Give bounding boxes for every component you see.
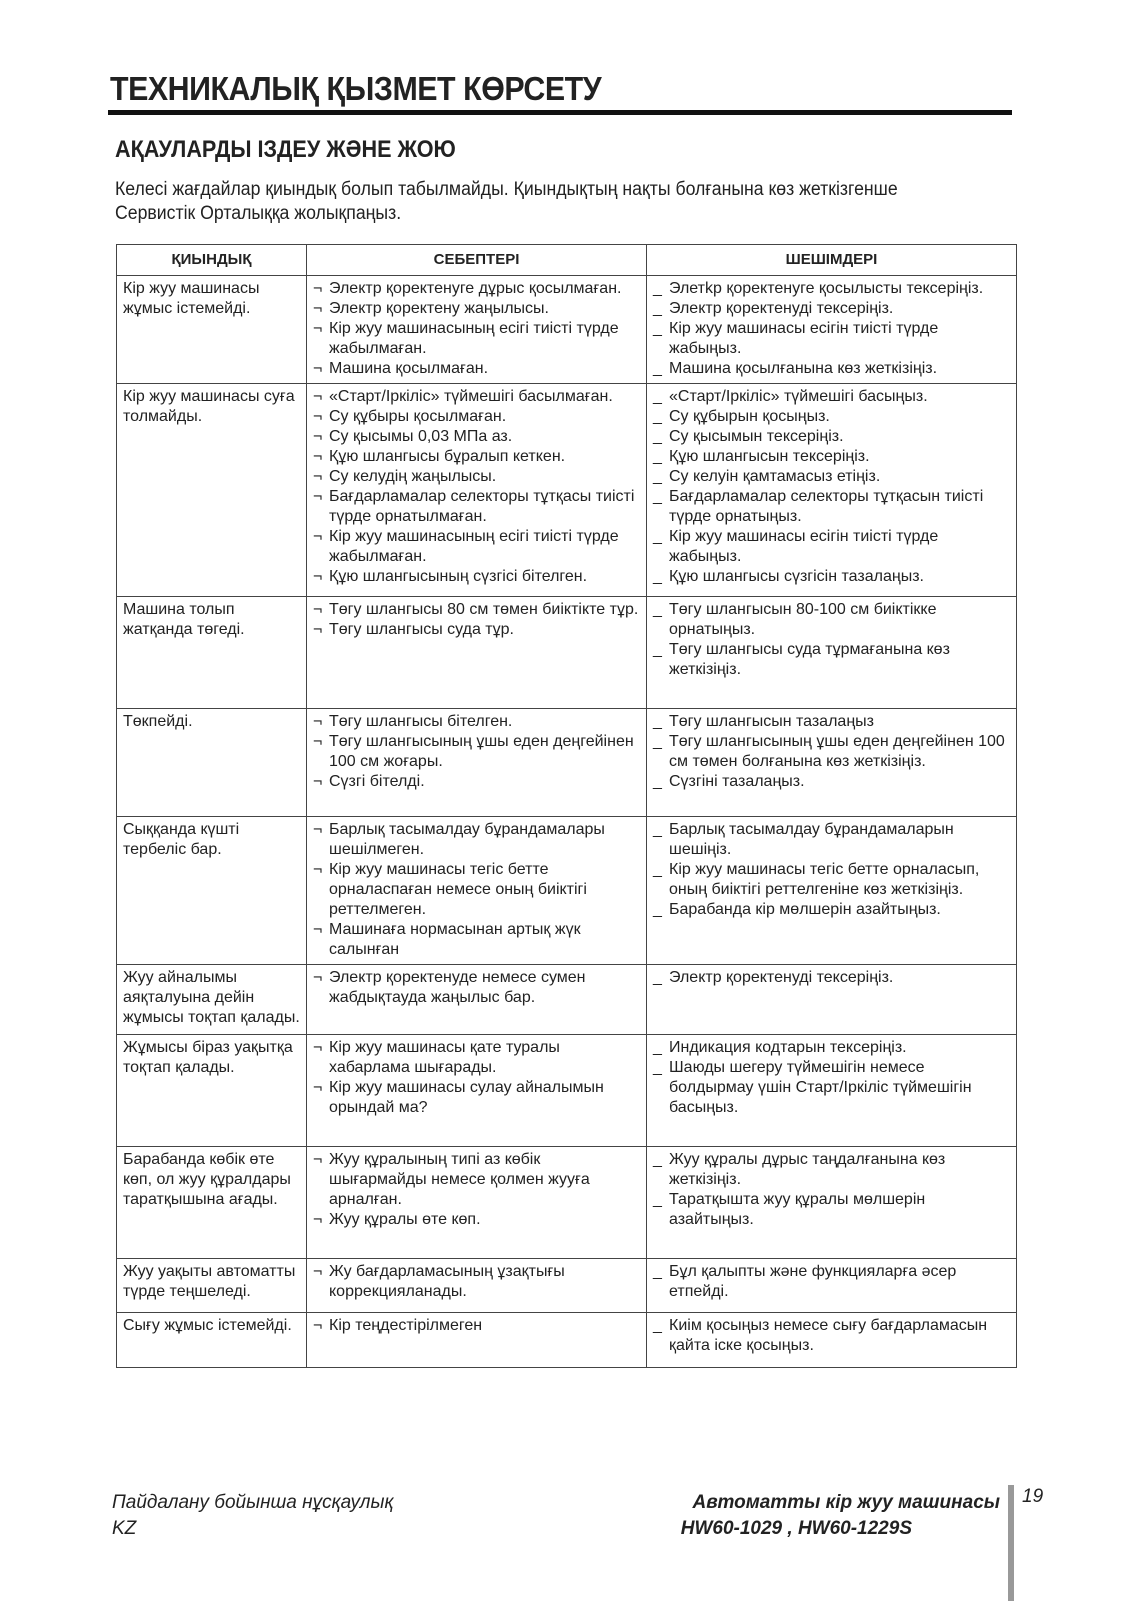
solution-cell — [647, 1035, 1017, 1147]
manual-label: Пайдалану бойынша нұсқаулық — [112, 1492, 394, 1513]
cause-cell — [307, 1313, 647, 1368]
bullet-marker: ¬ — [313, 1079, 323, 1096]
solution-item — [653, 359, 1012, 379]
solution-item — [653, 427, 1012, 447]
bullet-marker: ¬ — [313, 320, 323, 337]
solution-item-text: «Старт/Іркіліс» түймешігі басыңыз. — [669, 388, 928, 405]
solution-item-text: Төгу шлангысының ұшы еден деңгейінен 100 см төмен болғанына көз жеткізіңіз. — [669, 733, 1005, 770]
cause-item-text: Электр қоректенуге дұрыс қосылмаған. — [329, 280, 622, 297]
bullet-marker: ¬ — [313, 713, 323, 730]
cause-cell — [307, 709, 647, 817]
solution-item — [653, 772, 1012, 792]
cause-item — [313, 427, 642, 447]
cause-item-text: Машинаға нормасынан артық жүк салынған — [329, 921, 581, 958]
solution-item-text: Барабанда кір мөлшерін азайтыңыз. — [669, 901, 941, 918]
solution-item-text: Су құбырын қосыңыз. — [669, 408, 830, 425]
bullet-marker: ¬ — [313, 528, 323, 545]
table-row — [117, 1313, 1017, 1368]
cause-item — [313, 600, 642, 620]
table-row — [117, 1147, 1017, 1259]
solution-item-text: Таратқышта жуу құралы мөлшерін азайтыңыз. — [669, 1191, 926, 1228]
solution-item — [653, 447, 1012, 467]
bullet-marker: ¬ — [313, 921, 323, 938]
column-header-problem: ҚИЫНДЫҚ — [117, 245, 307, 276]
problem-cell: Кір жуу машинасы суға толмайды. — [117, 384, 307, 597]
troubleshooting-table — [116, 244, 1017, 1368]
cause-item-text: Бағдарламалар селекторы тұтқасы тиісті түрде орнатылмаған. — [329, 488, 635, 525]
bullet-marker: _ — [653, 300, 662, 317]
problem-cell: Сыққанда күшті тербеліс бар. — [117, 817, 307, 965]
solution-item-text: Бұл қалыпты және функцияларға әсер етпейді. — [669, 1263, 957, 1300]
solution-item — [653, 900, 1012, 920]
cause-cell — [307, 597, 647, 709]
cause-item-text: Жуу құралы өте көп. — [329, 1211, 481, 1228]
cause-item-text: Төгу шлангысының ұшы еден деңгейінен 100 см жоғары. — [329, 733, 634, 770]
cause-item-text: Кір жуу машинасының есігі тиісті түрде жабылмаған. — [329, 528, 619, 565]
table-row — [117, 276, 1017, 384]
cause-item-text: Су қысымы 0,03 МПа аз. — [329, 428, 513, 445]
section-title: АҚАУЛАРДЫ ІЗДЕУ ЖӘНЕ ЖОЮ — [115, 136, 456, 163]
solution-item — [653, 299, 1012, 319]
bullet-marker: _ — [653, 1039, 662, 1056]
solution-cell — [647, 817, 1017, 965]
solution-item — [653, 1150, 1012, 1190]
solution-cell — [647, 965, 1017, 1035]
bullet-marker: _ — [653, 448, 662, 465]
solution-item — [653, 319, 1012, 359]
bullet-marker: _ — [653, 1191, 662, 1208]
problem-cell: Машина толып жатқанда төгеді. — [117, 597, 307, 709]
model-numbers: HW60-1029 , HW60-1229S — [680, 1518, 912, 1539]
solution-item-text: Электр қоректенуді тексеріңіз. — [669, 969, 894, 986]
cause-cell — [307, 1147, 647, 1259]
bullet-marker: _ — [653, 733, 662, 750]
table-row — [117, 1259, 1017, 1313]
bullet-marker: ¬ — [313, 468, 323, 485]
solution-item-text: Машина қосылғанына көз жеткізіңіз. — [669, 360, 938, 377]
cause-item — [313, 860, 642, 920]
solution-item-text: Индикация кодтарын тексеріңіз. — [669, 1039, 907, 1056]
cause-item-text: Кір теңдестірілмеген — [329, 1317, 483, 1334]
solution-item-text: Кір жуу машинасы есігін тиісті түрде жабыңыз. — [669, 320, 939, 357]
table-header-row — [117, 245, 1017, 276]
cause-item — [313, 487, 642, 527]
cause-item-text: «Старт/Іркіліс» түймешігі басылмаған. — [329, 388, 613, 405]
cause-item-text: Құю шлангысының сүзгісі бітелген. — [329, 568, 588, 585]
problem-cell: Кір жуу машинасы жұмыс істемейді. — [117, 276, 307, 384]
bullet-marker: _ — [653, 821, 662, 838]
solution-item-text: Сүзгіні тазалаңыз. — [669, 773, 805, 790]
cause-item-text: Төгу шлангысы бітелген. — [329, 713, 513, 730]
table-row — [117, 965, 1017, 1035]
bullet-marker: _ — [653, 641, 662, 658]
cause-cell — [307, 384, 647, 597]
bullet-marker: ¬ — [313, 821, 323, 838]
solution-item — [653, 1316, 1012, 1356]
solution-item — [653, 732, 1012, 772]
solution-item — [653, 1190, 1012, 1230]
cause-item-text: Кір жуу машинасы тегіс бетте орналаспаған немесе оның биіктігі реттелмеген. — [329, 861, 587, 918]
solution-item-text: Электр қоректенуді тексеріңіз. — [669, 300, 894, 317]
cause-item — [313, 1210, 642, 1230]
cause-item — [313, 299, 642, 319]
bullet-marker: ¬ — [313, 448, 323, 465]
bullet-marker: ¬ — [313, 621, 323, 638]
bullet-marker: ¬ — [313, 488, 323, 505]
solution-cell — [647, 384, 1017, 597]
solution-item-text: Барлық тасымалдау бұрандамаларын шешіңіз. — [669, 821, 954, 858]
cause-item — [313, 279, 642, 299]
bullet-marker: _ — [653, 528, 662, 545]
solution-item — [653, 487, 1012, 527]
solution-item-text: Бағдарламалар селекторы тұтқасын тиісті түрде орнатыңыз. — [669, 488, 984, 525]
cause-item-text: Кір жуу машинасы сулау айналымын орындай ма? — [329, 1079, 604, 1116]
cause-item — [313, 712, 642, 732]
cause-cell — [307, 1259, 647, 1313]
problem-cell: Сығу жұмыс істемейді. — [117, 1313, 307, 1368]
column-header-solutions: ШЕШІМДЕРІ — [647, 245, 1017, 276]
table-row — [117, 597, 1017, 709]
cause-item-text: Су келудің жаңылысы. — [329, 468, 497, 485]
bullet-marker: ¬ — [313, 1039, 323, 1056]
cause-item-text: Төгу шлангысы 80 см төмен биіктікте тұр. — [329, 601, 639, 618]
solution-cell — [647, 276, 1017, 384]
cause-item-text: Жуу құралының типі аз көбік шығармайды немесе қолмен жууға арналған. — [329, 1151, 590, 1208]
cause-item-text: Төгу шлангысы суда тұр. — [329, 621, 514, 638]
solution-cell — [647, 1147, 1017, 1259]
bullet-marker: ¬ — [313, 360, 323, 377]
solution-item-text: Элетkр қоректенуге қосылысты тексеріңіз. — [669, 280, 984, 297]
solution-item-text: Құю шлангысын тексеріңіз. — [669, 448, 870, 465]
intro-paragraph: Келесі жағдайлар қиындық болып табылмайды. Қиындықтың нақты болғанына көз жеткізгенше Сервистік Орталыққа жолықпаңыз. — [115, 179, 898, 224]
solution-item-text: Құю шлангысы сүзгісін тазалаңыз. — [669, 568, 924, 585]
cause-item — [313, 732, 642, 772]
bullet-marker: _ — [653, 388, 662, 405]
solution-item-text: Төгу шлангысын тазалаңыз — [669, 713, 874, 730]
bullet-marker: _ — [653, 568, 662, 585]
problem-cell: Жуу уақыты автоматты түрде теңшеледі. — [117, 1259, 307, 1313]
problem-cell: Төкпейді. — [117, 709, 307, 817]
bullet-marker: _ — [653, 601, 662, 618]
footer-left — [112, 1490, 393, 1542]
cause-item — [313, 968, 642, 1008]
problem-cell: Барабанда көбік өте көп, ол жуу құралдары таратқышына ағады. — [117, 1147, 307, 1259]
bullet-marker: ¬ — [313, 568, 323, 585]
bullet-marker: _ — [653, 360, 662, 377]
solution-item — [653, 600, 1012, 640]
bullet-marker: _ — [653, 408, 662, 425]
cause-item-text: Электр қоректенуде немесе сумен жабдықтауда жаңылыс бар. — [329, 969, 586, 1006]
table-row — [117, 384, 1017, 597]
bullet-marker: ¬ — [313, 733, 323, 750]
page-edge-bar — [1008, 1485, 1014, 1601]
cause-item — [313, 359, 642, 379]
cause-item — [313, 620, 642, 640]
bullet-marker: ¬ — [313, 601, 323, 618]
cause-item — [313, 527, 642, 567]
cause-item — [313, 1038, 642, 1078]
bullet-marker: ¬ — [313, 1317, 323, 1334]
solution-item — [653, 860, 1012, 900]
table-row — [117, 817, 1017, 965]
cause-item — [313, 447, 642, 467]
solution-item-text: Төгу шлангысы суда тұрмағанына көз жеткізіңіз. — [669, 641, 950, 678]
bullet-marker: ¬ — [313, 969, 323, 986]
cause-item — [313, 387, 642, 407]
solution-item — [653, 527, 1012, 567]
table-row — [117, 709, 1017, 817]
solution-item — [653, 279, 1012, 299]
solution-item-text: Киім қосыңыз немесе сығу бағдарламасын қайта іске қосыңыз. — [669, 1317, 988, 1354]
page-number: 19 — [1022, 1486, 1044, 1507]
solution-cell — [647, 1313, 1017, 1368]
bullet-marker: _ — [653, 428, 662, 445]
title-divider — [108, 110, 1012, 115]
footer-right — [650, 1490, 1000, 1542]
cause-item-text: Машина қосылмаған. — [329, 360, 489, 377]
cause-item — [313, 1150, 642, 1210]
cause-item — [313, 319, 642, 359]
cause-item-text: Жу бағдарламасының ұзақтығы коррекцияланады. — [329, 1263, 565, 1300]
cause-cell — [307, 817, 647, 965]
solution-item — [653, 567, 1012, 587]
cause-item-text: Кір жуу машинасы қате туралы хабарлама шығарады. — [329, 1039, 560, 1076]
product-name: Автоматты кір жуу машинасы — [692, 1492, 1000, 1513]
solution-item-text: Кір жуу машинасы есігін тиісті түрде жабыңыз. — [669, 528, 939, 565]
table-row — [117, 1035, 1017, 1147]
bullet-marker: _ — [653, 468, 662, 485]
language-code: KZ — [112, 1518, 137, 1539]
solution-cell — [647, 597, 1017, 709]
solution-item — [653, 407, 1012, 427]
solution-item — [653, 968, 1012, 988]
bullet-marker: _ — [653, 969, 662, 986]
cause-item — [313, 1078, 642, 1118]
solution-item-text: Су келуін қамтамасыз етіңіз. — [669, 468, 881, 485]
cause-item-text: Сүзгі бітелді. — [329, 773, 425, 790]
cause-item-text: Электр қоректену жаңылысы. — [329, 300, 549, 317]
page-title: ТЕХНИКАЛЫҚ ҚЫЗМЕТ КӨРСЕТУ — [110, 70, 602, 107]
bullet-marker: ¬ — [313, 388, 323, 405]
cause-item-text: Барлық тасымалдау бұрандамалары шешілмеген. — [329, 821, 605, 858]
problem-cell: Жуу айналымы аяқталуына дейін жұмысы тоқтап қалады. — [117, 965, 307, 1035]
cause-cell — [307, 1035, 647, 1147]
bullet-marker: ¬ — [313, 861, 323, 878]
bullet-marker: _ — [653, 901, 662, 918]
solution-item-text: Кір жуу машинасы тегіс бетте орналасып, оның биіктігі реттелгеніне көз жеткізіңіз. — [669, 861, 980, 898]
bullet-marker: ¬ — [313, 1211, 323, 1228]
cause-item — [313, 920, 642, 960]
problem-cell: Жұмысы біраз уақытқа тоқтап қалады. — [117, 1035, 307, 1147]
cause-item — [313, 1316, 642, 1336]
bullet-marker: _ — [653, 280, 662, 297]
cause-item — [313, 567, 642, 587]
cause-item — [313, 1262, 642, 1302]
solution-item-text: Төгу шлангысын 80-100 см биіктікке орнатыңыз. — [669, 601, 937, 638]
bullet-marker: _ — [653, 320, 662, 337]
bullet-marker: _ — [653, 488, 662, 505]
cause-item — [313, 772, 642, 792]
solution-item — [653, 1262, 1012, 1302]
cause-cell — [307, 965, 647, 1035]
bullet-marker: ¬ — [313, 408, 323, 425]
solution-cell — [647, 709, 1017, 817]
bullet-marker: ¬ — [313, 428, 323, 445]
cause-cell — [307, 276, 647, 384]
solution-item — [653, 1038, 1012, 1058]
column-header-causes: СЕБЕПТЕРІ — [307, 245, 647, 276]
solution-item — [653, 640, 1012, 680]
solution-cell — [647, 1259, 1017, 1313]
bullet-marker: _ — [653, 1151, 662, 1168]
bullet-marker: _ — [653, 861, 662, 878]
solution-item — [653, 467, 1012, 487]
cause-item — [313, 820, 642, 860]
bullet-marker: _ — [653, 1263, 662, 1280]
bullet-marker: ¬ — [313, 773, 323, 790]
bullet-marker: _ — [653, 713, 662, 730]
cause-item-text: Кір жуу машинасының есігі тиісті түрде жабылмаған. — [329, 320, 619, 357]
cause-item — [313, 467, 642, 487]
solution-item-text: Шаюды шегеру түймешігін немесе болдырмау үшін Старт/Іркіліс түймешігін басыңыз. — [669, 1059, 972, 1116]
solution-item — [653, 387, 1012, 407]
bullet-marker: ¬ — [313, 300, 323, 317]
solution-item-text: Жуу құралы дұрыс таңдалғанына көз жеткізіңіз. — [669, 1151, 946, 1188]
bullet-marker: ¬ — [313, 1263, 323, 1280]
bullet-marker: ¬ — [313, 280, 323, 297]
cause-item — [313, 407, 642, 427]
solution-item — [653, 820, 1012, 860]
bullet-marker: _ — [653, 773, 662, 790]
solution-item-text: Су қысымын тексеріңіз. — [669, 428, 844, 445]
bullet-marker: _ — [653, 1059, 662, 1076]
cause-item-text: Су құбыры қосылмаған. — [329, 408, 507, 425]
bullet-marker: ¬ — [313, 1151, 323, 1168]
solution-item — [653, 712, 1012, 732]
solution-item — [653, 1058, 1012, 1118]
cause-item-text: Құю шлангысы бұралып кеткен. — [329, 448, 566, 465]
bullet-marker: _ — [653, 1317, 662, 1334]
